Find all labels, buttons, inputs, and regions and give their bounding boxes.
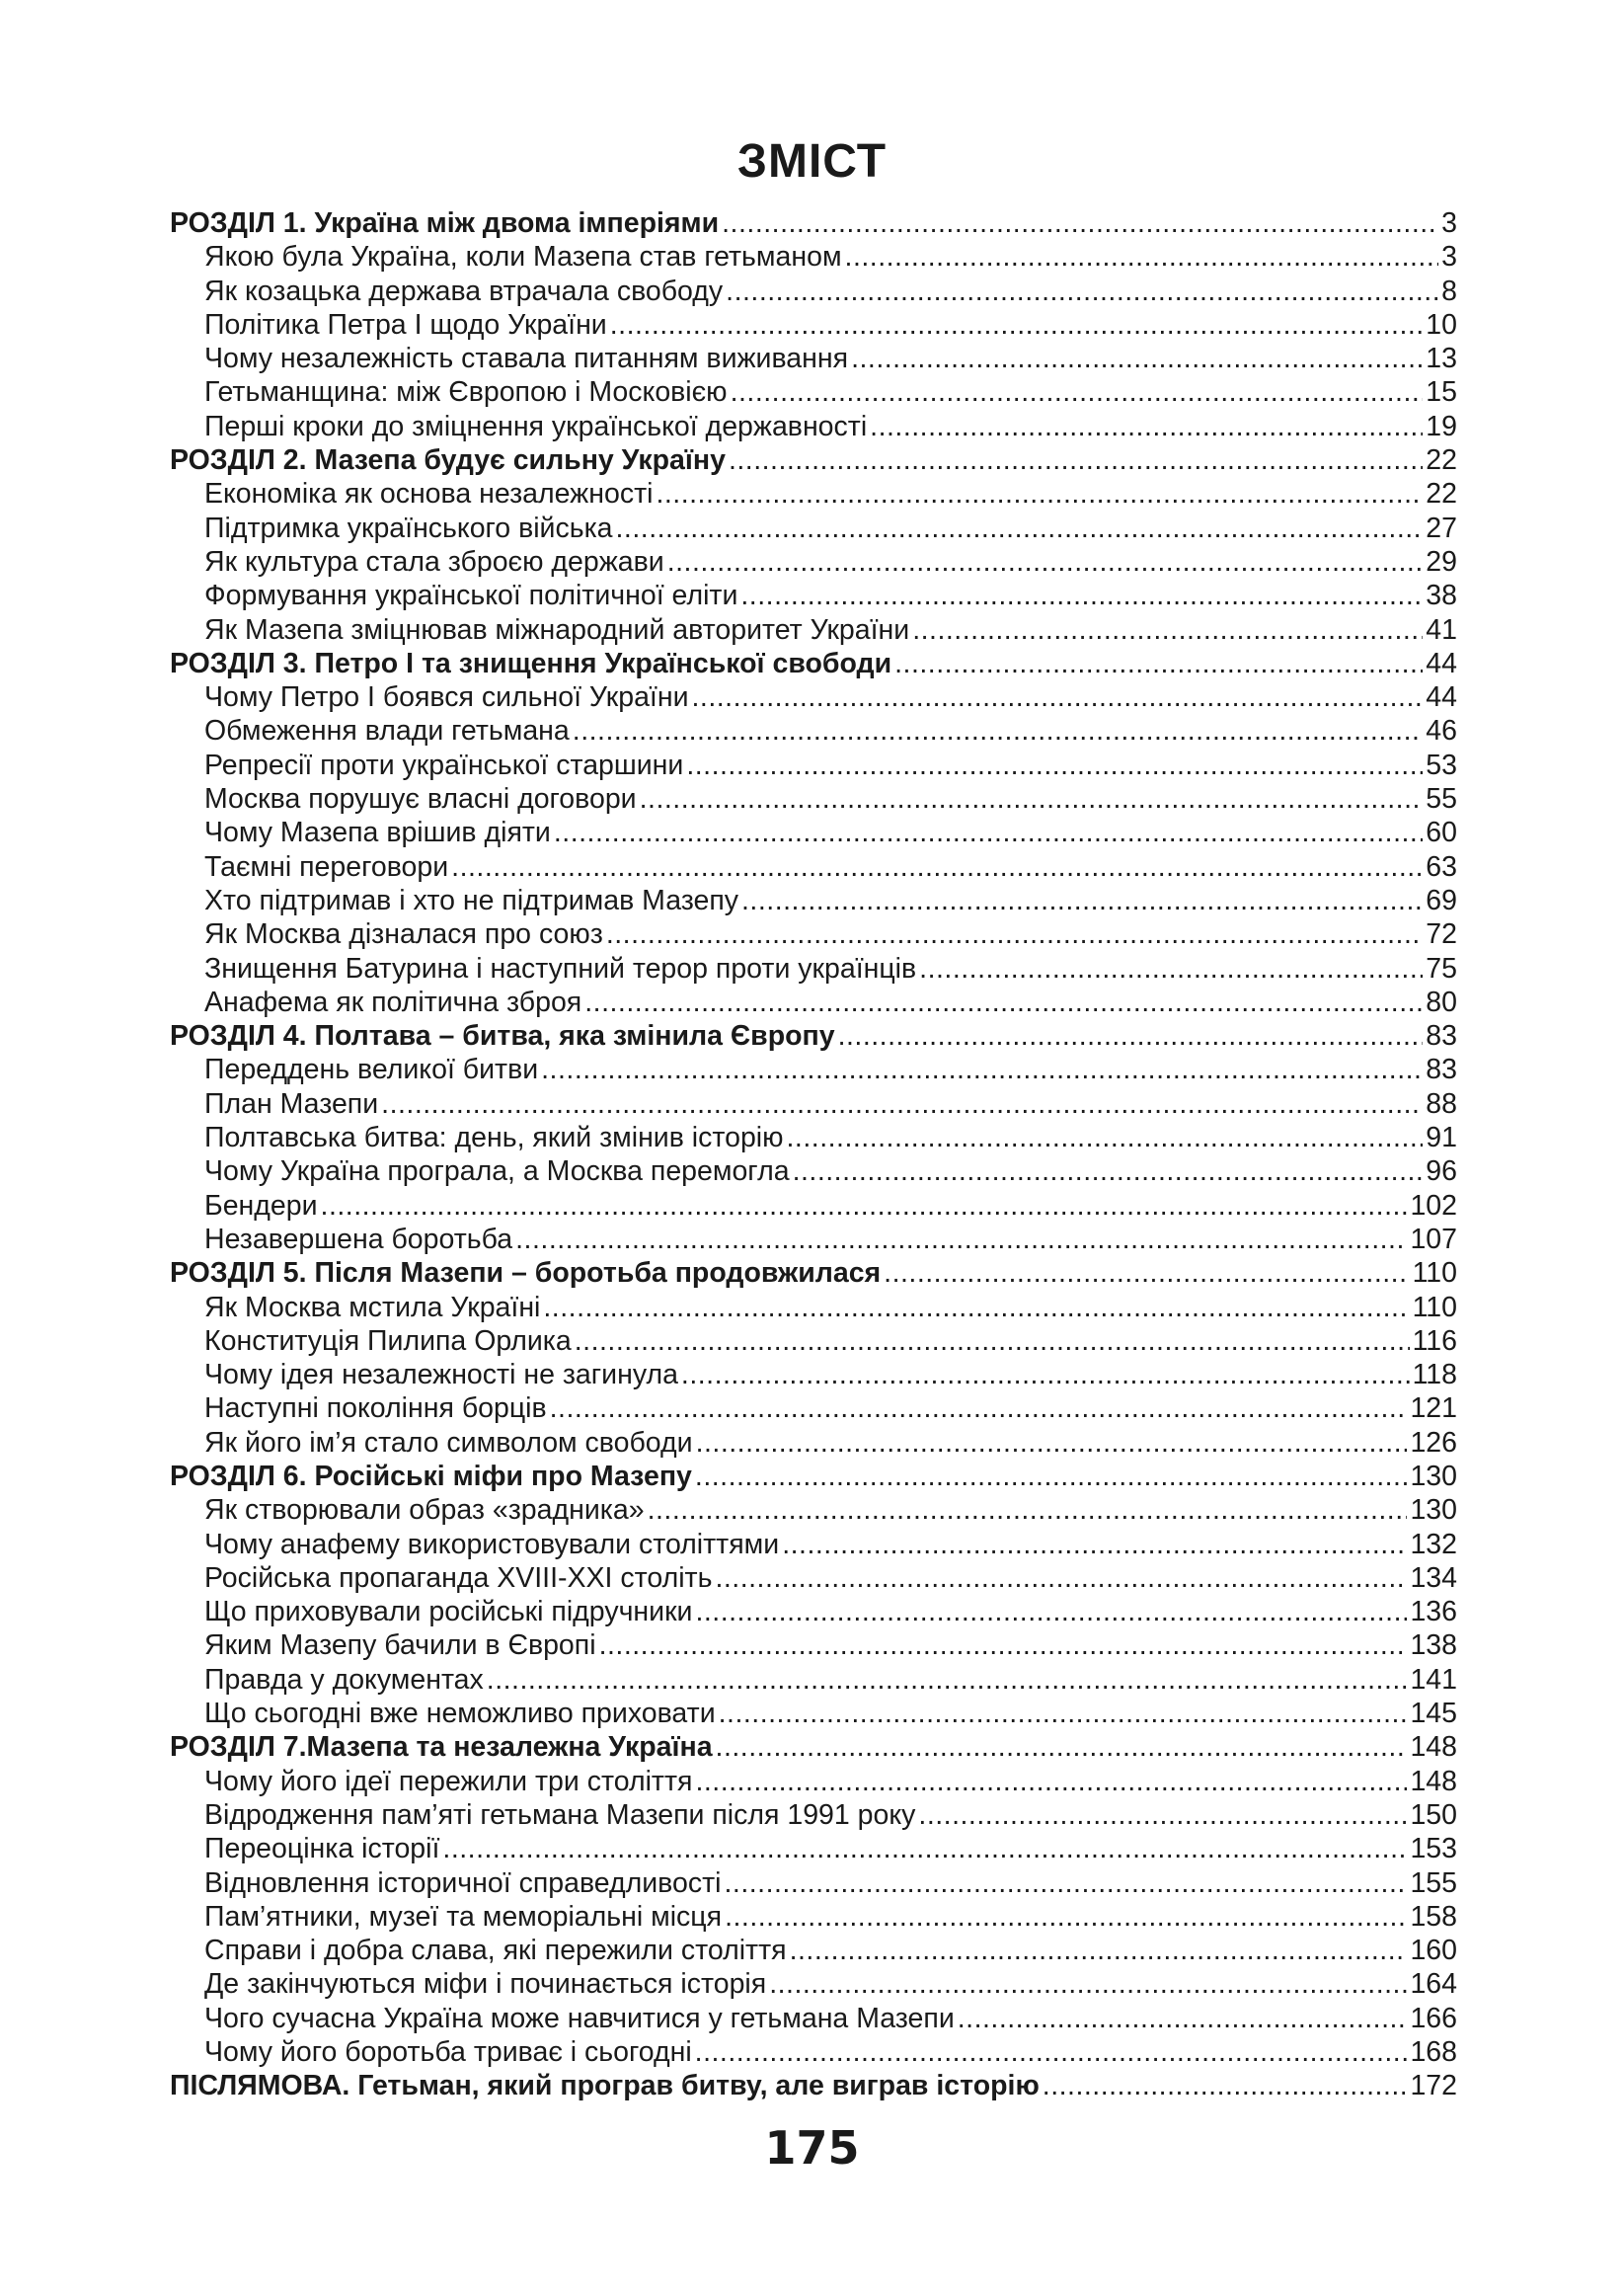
toc-entry-title: Якою була Україна, коли Мазепа став гетьманом [204, 241, 842, 274]
dot-leader [686, 749, 1423, 782]
dot-leader [793, 1154, 1424, 1188]
toc-entry-title: Формування української політичної еліти [204, 580, 738, 612]
toc-subsection-entry [170, 375, 1457, 409]
dot-leader [487, 1663, 1408, 1697]
toc-subsection-entry [170, 1798, 1457, 1832]
dot-leader [648, 1493, 1408, 1527]
toc-subsection-entry [170, 477, 1457, 511]
toc-entry-page: 55 [1426, 783, 1457, 816]
toc-entry-page: 83 [1426, 1054, 1457, 1086]
toc-subsection-entry [170, 1391, 1457, 1425]
toc-entry-title: Обмеження влади гетьмана [204, 715, 570, 748]
toc-entry-page: 53 [1426, 749, 1457, 781]
toc-entry-title: Економіка як основа незалежності [204, 478, 654, 511]
toc-entry-page: 69 [1426, 884, 1457, 916]
dot-leader [741, 884, 1423, 917]
toc-entry-title: РОЗДІЛ 4. Полтава – битва, яка змінила Європу [170, 1020, 835, 1053]
dot-leader [787, 1121, 1424, 1154]
dot-leader [554, 816, 1423, 849]
toc-entry-title: Хто підтримав і хто не підтримав Мазепу [204, 884, 739, 916]
toc-subsection-entry [170, 1866, 1457, 1900]
toc-section-entry [170, 2069, 1457, 2102]
toc-entry-title: Москва порушує власні договори [204, 783, 637, 816]
dot-leader [584, 986, 1423, 1019]
toc-section-entry [170, 647, 1457, 680]
toc-subsection-entry [170, 1121, 1457, 1154]
dot-leader [667, 545, 1424, 579]
toc-entry-title: Правда у документах [204, 1663, 484, 1696]
toc-entry-page: 27 [1426, 512, 1457, 544]
toc-entry-title: Як Мазепа зміцнював міжнародний авторитет України [204, 613, 910, 646]
toc-section-entry [170, 1019, 1457, 1053]
toc-subsection-entry [170, 1324, 1457, 1358]
toc-entry-page: 44 [1426, 681, 1457, 714]
toc-subsection-entry [170, 2002, 1457, 2035]
toc-entry-title: Бендери [204, 1189, 318, 1222]
toc-entry-title: Чому анафему використовували століттями [204, 1528, 780, 1560]
dot-leader [543, 1291, 1409, 1324]
toc-entry-page: 19 [1426, 410, 1457, 442]
toc-subsection-entry [170, 308, 1457, 342]
toc-entry-title: Яким Мазепу бачили в Європі [204, 1629, 596, 1662]
toc-entry-page: 132 [1410, 1528, 1457, 1560]
toc-entry-title: Наступні покоління борців [204, 1392, 547, 1425]
toc-entry-page: 88 [1426, 1087, 1457, 1120]
toc-entry-title: Чому його ідеї пережили три століття [204, 1765, 693, 1797]
toc-subsection-entry [170, 1934, 1457, 1967]
toc-entry-title: Чому ідея незалежності не загинула [204, 1359, 678, 1391]
dot-leader [716, 1730, 1408, 1764]
toc-entry-title: Що сьогодні вже неможливо приховати [204, 1698, 716, 1730]
toc-entry-page: 60 [1426, 817, 1457, 849]
toc-entry-title: Знищення Батурина і наступний терор проти українців [204, 952, 917, 985]
toc-entry-page: 72 [1426, 918, 1457, 951]
dot-leader [695, 1765, 1407, 1798]
toc-entry-page: 160 [1410, 1935, 1457, 1967]
toc-section-entry [170, 1256, 1457, 1290]
toc-entry-title: Чому Мазепа врішив діяти [204, 817, 551, 849]
dot-leader [656, 477, 1423, 511]
toc-subsection-entry [170, 1154, 1457, 1188]
toc-subsection-entry [170, 680, 1457, 714]
dot-leader [451, 850, 1423, 884]
dot-leader [610, 308, 1424, 342]
dot-leader [715, 1561, 1407, 1595]
dot-leader [782, 1528, 1407, 1561]
toc-entry-page: 13 [1426, 343, 1457, 375]
dot-leader [894, 647, 1423, 680]
toc-entry-page: 22 [1426, 444, 1457, 477]
toc-entry-title: Що приховували російські підручники [204, 1596, 693, 1628]
toc-subsection-entry [170, 850, 1457, 884]
toc-entry-page: 116 [1412, 1324, 1457, 1357]
toc-subsection-entry [170, 986, 1457, 1019]
toc-entry-title: Підтримка українського війська [204, 512, 613, 544]
toc-entry-title: Відродження пам’яті гетьмана Мазепи після 1991 року [204, 1798, 916, 1831]
toc-entry-page: 44 [1426, 647, 1457, 679]
toc-subsection-entry [170, 1628, 1457, 1662]
toc-entry-page: 141 [1410, 1663, 1457, 1696]
toc-section-entry [170, 1730, 1457, 1764]
dot-leader [851, 342, 1423, 375]
toc-subsection-entry [170, 1223, 1457, 1256]
toc-entry-title: ПІСЛЯМОВА. Гетьман, який програв битву, але виграв історію [170, 2070, 1040, 2102]
toc-entry-page: 164 [1410, 1968, 1457, 2001]
dot-leader [845, 240, 1439, 274]
toc-entry-title: Як Москва дізналася про союз [204, 918, 603, 951]
toc-subsection-entry [170, 1291, 1457, 1324]
dot-leader [912, 613, 1423, 647]
toc-entry-page: 172 [1410, 2070, 1457, 2102]
toc-entry-title: Як козацька держава втрачала свободу [204, 275, 724, 307]
toc-subsection-entry [170, 952, 1457, 986]
dot-leader [575, 1324, 1410, 1358]
toc-entry-title: Незавершена боротьба [204, 1223, 513, 1255]
toc-entry-page: 46 [1426, 715, 1457, 748]
toc-entry-title: Російська пропаганда XVIII-XXI століть [204, 1561, 713, 1594]
toc-entry-title: Як Москва мстила Україні [204, 1291, 541, 1323]
toc-entry-title: Переоцінка історії [204, 1833, 440, 1865]
toc-entry-page: 80 [1426, 986, 1457, 1018]
toc-entry-page: 107 [1410, 1223, 1457, 1255]
toc-entry-title: Чому його боротьба триває і сьогодні [204, 2036, 692, 2069]
toc-subsection-entry [170, 1967, 1457, 2001]
toc-entry-page: 38 [1426, 580, 1457, 612]
toc-entry-title: Перші кроки до зміцнення української державності [204, 410, 868, 442]
dot-leader [1043, 2069, 1408, 2102]
toc-entry-page: 63 [1426, 850, 1457, 883]
toc-subsection-entry [170, 1087, 1457, 1121]
toc-entry-page: 148 [1410, 1731, 1457, 1764]
dot-leader [884, 1256, 1409, 1290]
toc-entry-page: 168 [1410, 2036, 1457, 2069]
toc-entry-title: РОЗДІЛ 2. Мазепа будує сильну Україну [170, 444, 726, 477]
dot-leader [692, 680, 1424, 714]
toc-entry-title: Полтавська битва: день, який змінив історію [204, 1122, 784, 1154]
toc-subsection-entry [170, 512, 1457, 545]
toc-entry-title: Чому незалежність ставала питанням виживання [204, 343, 849, 375]
dot-leader [918, 1798, 1407, 1832]
toc-entry-title: Політика Петра І щодо України [204, 308, 607, 341]
toc-entry-page: 41 [1426, 613, 1457, 646]
toc-entry-page: 8 [1441, 275, 1457, 307]
toc-subsection-entry [170, 1426, 1457, 1460]
toc-entry-page: 136 [1410, 1596, 1457, 1628]
toc-entry-title: Таємні переговори [204, 850, 449, 883]
toc-entry-title: РОЗДІЛ 7.Мазепа та незалежна Україна [170, 1731, 713, 1764]
toc-entry-title: Гетьманщина: між Європою і Московією [204, 376, 728, 409]
toc-entry-page: 102 [1410, 1189, 1457, 1222]
dot-leader [695, 2035, 1408, 2069]
dot-leader [722, 206, 1438, 240]
toc-entry-page: 3 [1441, 207, 1457, 239]
toc-subsection-entry [170, 1528, 1457, 1561]
dot-leader [599, 1628, 1408, 1662]
toc-subsection-entry [170, 275, 1457, 308]
toc-entry-page: 110 [1412, 1291, 1457, 1323]
toc-entry-title: Переддень великої битви [204, 1054, 539, 1086]
toc-entry-title: Чому Петро І боявся сильної України [204, 681, 689, 714]
dot-leader [640, 782, 1424, 816]
dot-leader [725, 1900, 1407, 1934]
dot-leader [729, 443, 1423, 477]
toc-subsection-entry [170, 1053, 1457, 1086]
dot-leader [731, 375, 1424, 409]
toc-subsection-entry [170, 1697, 1457, 1730]
dot-leader [541, 1053, 1423, 1086]
toc-subsection-entry [170, 1493, 1457, 1527]
dot-leader [381, 1087, 1423, 1121]
toc-entry-page: 130 [1410, 1494, 1457, 1527]
dot-leader [726, 275, 1438, 308]
toc-entry-page: 145 [1410, 1698, 1457, 1730]
toc-subsection-entry [170, 1900, 1457, 1934]
toc-entry-page: 138 [1410, 1629, 1457, 1662]
toc-entry-page: 150 [1410, 1798, 1457, 1831]
toc-entry-title: План Мазепи [204, 1087, 379, 1120]
toc-subsection-entry [170, 410, 1457, 443]
toc-entry-title: Чого сучасна Україна може навчитися у гетьмана Мазепи [204, 2002, 955, 2034]
table-of-contents [170, 206, 1457, 2103]
toc-entry-title: Справи і добра слава, які пережили століття [204, 1935, 787, 1967]
dot-leader [870, 410, 1423, 443]
toc-entry-page: 15 [1426, 376, 1457, 409]
dot-leader [769, 1967, 1407, 2001]
dot-leader [958, 2002, 1408, 2035]
toc-entry-title: Конституція Пилипа Орлика [204, 1324, 572, 1357]
toc-entry-title: Чому Україна програла, а Москва перемогла [204, 1155, 790, 1188]
dot-leader [695, 1460, 1408, 1493]
toc-subsection-entry [170, 1663, 1457, 1697]
toc-entry-page: 118 [1412, 1359, 1457, 1391]
dot-leader [550, 1391, 1408, 1425]
toc-entry-page: 153 [1410, 1833, 1457, 1865]
toc-subsection-entry [170, 1832, 1457, 1865]
dot-leader [695, 1595, 1407, 1628]
toc-subsection-entry [170, 545, 1457, 579]
toc-entry-title: Анафема як політична зброя [204, 986, 582, 1018]
toc-entry-title: Відновлення історичної справедливості [204, 1866, 722, 1899]
dot-leader [919, 952, 1423, 986]
toc-subsection-entry [170, 2035, 1457, 2069]
toc-entry-title: Де закінчуються міфи і починається історія [204, 1968, 767, 2001]
toc-subsection-entry [170, 917, 1457, 951]
toc-entry-page: 22 [1426, 478, 1457, 511]
toc-subsection-entry [170, 714, 1457, 748]
toc-subsection-entry [170, 1765, 1457, 1798]
toc-entry-title: Як його ім’я стало символом свободи [204, 1426, 693, 1459]
toc-entry-page: 134 [1410, 1561, 1457, 1594]
page-number: 175 [764, 2121, 860, 2175]
toc-entry-title: Як створювали образ «зрадника» [204, 1494, 645, 1527]
toc-entry-title: РОЗДІЛ 3. Петро І та знищення Української свободи [170, 647, 892, 679]
toc-entry-title: Як культура стала зброєю держави [204, 545, 664, 578]
toc-entry-page: 110 [1412, 1257, 1457, 1290]
toc-subsection-entry [170, 579, 1457, 612]
toc-entry-page: 155 [1410, 1866, 1457, 1899]
toc-entry-page: 3 [1441, 241, 1457, 274]
dot-leader [442, 1832, 1407, 1865]
toc-entry-page: 83 [1426, 1020, 1457, 1053]
toc-entry-page: 166 [1410, 2002, 1457, 2034]
dot-leader [838, 1019, 1424, 1053]
toc-entry-page: 158 [1410, 1900, 1457, 1933]
toc-section-entry [170, 443, 1457, 477]
toc-section-entry [170, 206, 1457, 240]
dot-leader [321, 1189, 1408, 1223]
toc-subsection-entry [170, 816, 1457, 849]
dot-leader [740, 579, 1423, 612]
toc-entry-title: Репресії проти української старшини [204, 749, 684, 781]
toc-subsection-entry [170, 749, 1457, 782]
toc-subsection-entry [170, 1561, 1457, 1595]
toc-subsection-entry [170, 782, 1457, 816]
dot-leader [606, 917, 1423, 951]
dot-leader [515, 1223, 1407, 1256]
toc-subsection-entry [170, 240, 1457, 274]
toc-entry-page: 126 [1410, 1426, 1457, 1459]
toc-entry-title: РОЗДІЛ 1. Україна між двома імперіями [170, 207, 720, 239]
toc-subsection-entry [170, 1358, 1457, 1391]
toc-entry-title: РОЗДІЛ 6. Російські міфи про Мазепу [170, 1460, 692, 1492]
page-title: ЗМІСТ [736, 135, 888, 188]
dot-leader [724, 1866, 1407, 1900]
dot-leader [681, 1358, 1410, 1391]
toc-section-entry [170, 1460, 1457, 1493]
dot-leader [790, 1934, 1408, 1967]
toc-subsection-entry [170, 342, 1457, 375]
toc-entry-title: РОЗДІЛ 5. Після Мазепи – боротьба продовжилася [170, 1257, 882, 1290]
toc-subsection-entry [170, 1189, 1457, 1223]
toc-entry-title: Пам’ятники, музеї та меморіальні місця [204, 1900, 723, 1933]
dot-leader [696, 1426, 1408, 1460]
toc-entry-page: 10 [1426, 308, 1457, 341]
dot-leader [719, 1697, 1408, 1730]
dot-leader [573, 714, 1424, 748]
toc-entry-page: 96 [1426, 1155, 1457, 1188]
toc-entry-page: 121 [1410, 1392, 1457, 1425]
toc-entry-page: 75 [1426, 952, 1457, 985]
toc-subsection-entry [170, 884, 1457, 917]
toc-entry-page: 91 [1426, 1122, 1457, 1154]
toc-entry-page: 148 [1410, 1765, 1457, 1797]
dot-leader [616, 512, 1424, 545]
toc-subsection-entry [170, 1595, 1457, 1628]
toc-subsection-entry [170, 613, 1457, 647]
toc-entry-page: 29 [1426, 545, 1457, 578]
toc-entry-page: 130 [1410, 1460, 1457, 1492]
